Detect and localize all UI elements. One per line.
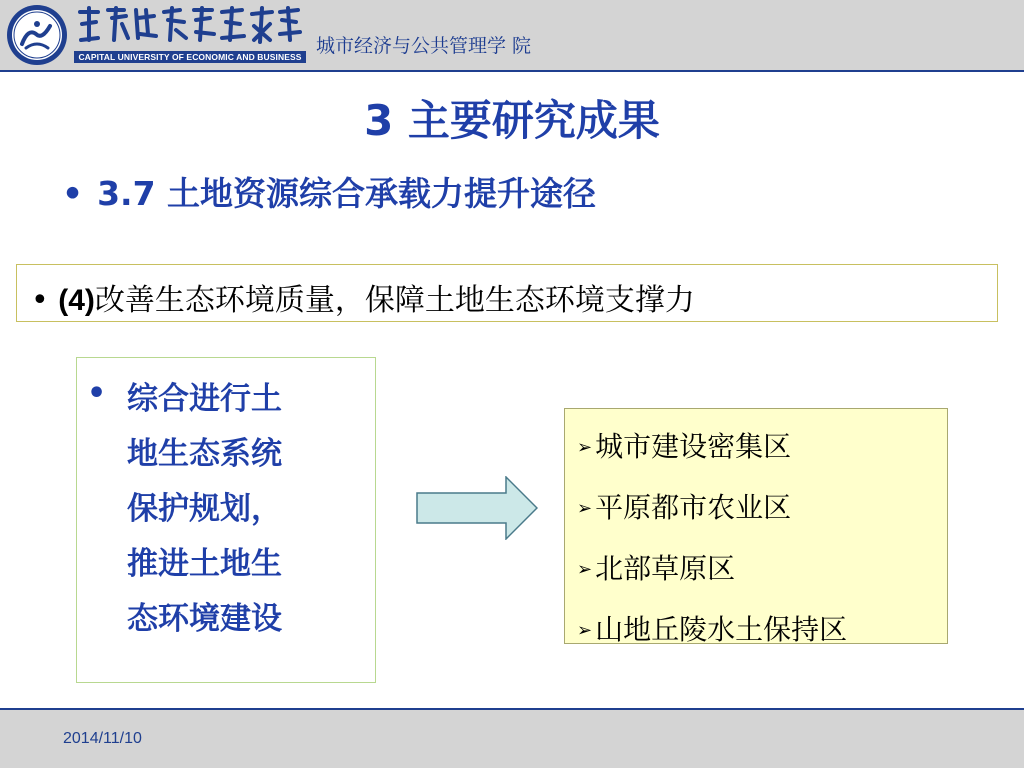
zone-item <box>577 478 847 539</box>
point-box <box>16 264 998 322</box>
measure-line: 地生态系统 <box>127 436 282 472</box>
zone-label: 城市建设密集区 <box>595 430 792 463</box>
university-seal-icon <box>6 4 68 66</box>
header-divider <box>0 70 1024 72</box>
measure-line: 推进土地生 <box>127 546 282 582</box>
arrow-bullet-icon: ➢ <box>577 559 593 580</box>
point-text: 改善生态环境质量，保障土地生态环境支撑力 <box>94 283 695 318</box>
zone-label: 平原都市农业区 <box>595 491 792 524</box>
footer-bar <box>0 710 1024 768</box>
bullet-icon: • <box>62 174 84 213</box>
school-name: 城市经济与公共管理学 院 <box>316 35 532 57</box>
university-name-calligraphy <box>76 4 302 46</box>
measure-line: 保护规划， <box>127 491 282 527</box>
bullet-icon: • <box>87 376 107 411</box>
zone-item <box>577 417 847 478</box>
measure-line: 综合进行土 <box>127 381 282 417</box>
point-number: (4) <box>58 284 95 317</box>
measure-box <box>76 357 376 683</box>
university-name-english: CAPITAL UNIVERSITY OF ECONOMIC AND BUSINESS <box>74 51 306 63</box>
zone-item <box>577 539 847 600</box>
zone-label: 山地丘陵水土保持区 <box>595 613 848 646</box>
slide-date: 2014/11/10 <box>63 730 142 747</box>
zone-item <box>577 600 847 661</box>
point-line <box>31 275 695 319</box>
measure-line: 态环境建设 <box>127 601 282 637</box>
bullet-icon: • <box>31 283 49 318</box>
arrow-bullet-icon: ➢ <box>577 498 593 519</box>
slide-title: 3 主要研究成果 <box>364 96 660 145</box>
measure-text <box>127 372 357 647</box>
subtitle-row <box>62 168 596 215</box>
zone-label: 北部草原区 <box>595 552 736 585</box>
arrow-bullet-icon: ➢ <box>577 620 593 641</box>
zone-list <box>577 417 847 661</box>
zone-box <box>564 408 948 644</box>
subtitle-text: 3.7 土地资源综合承载力提升途径 <box>97 174 597 213</box>
arrow-bullet-icon: ➢ <box>577 437 593 458</box>
right-arrow-icon <box>416 476 538 540</box>
